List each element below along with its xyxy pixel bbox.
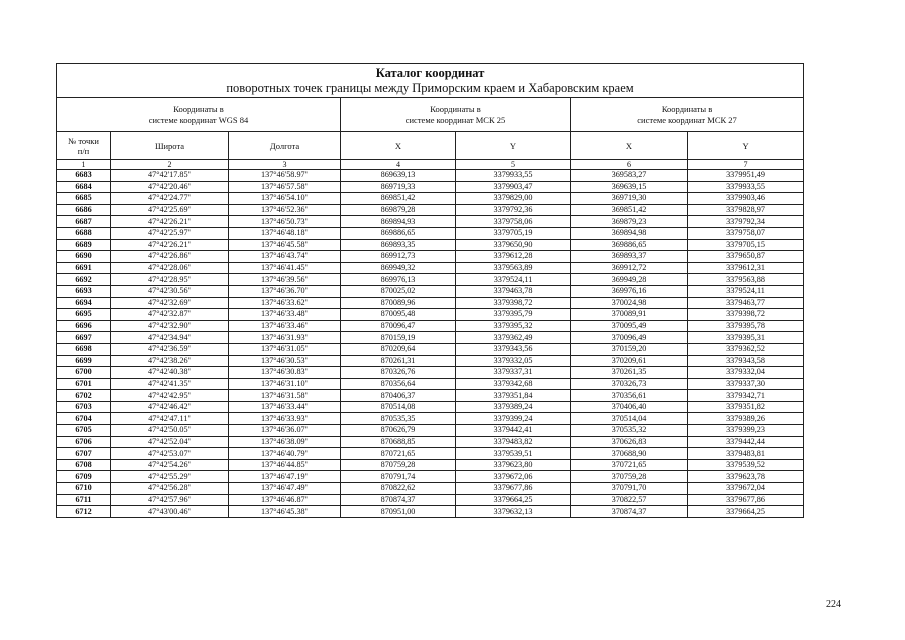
cell-latitude: 47°42'26.86" [111, 251, 229, 263]
column-header-longitude: Долгота [229, 132, 341, 160]
cell-x-msk25: 869894,93 [341, 216, 456, 228]
cell-y-msk25: 3379389,24 [456, 401, 571, 413]
table-row [57, 193, 804, 205]
cell-x-msk27: 370209,61 [571, 355, 688, 367]
cell-x-msk25: 870822,62 [341, 483, 456, 495]
cell-longitude: 137°46'45.58" [229, 239, 341, 251]
cell-latitude: 47°42'25.97" [111, 227, 229, 239]
cell-longitude: 137°46'46.87" [229, 494, 341, 506]
cell-longitude: 137°46'33.48" [229, 309, 341, 321]
cell-y-msk27: 3379343,58 [688, 355, 804, 367]
cell-point-id: 6688 [57, 227, 111, 239]
cell-latitude: 47°42'55.29" [111, 471, 229, 483]
cell-y-msk25: 3379829,00 [456, 193, 571, 205]
column-number: 4 [341, 160, 456, 170]
cell-latitude: 47°42'28.06" [111, 262, 229, 274]
table-row [57, 239, 804, 251]
cell-x-msk25: 870951,00 [341, 506, 456, 518]
cell-x-msk25: 870096,47 [341, 320, 456, 332]
cell-longitude: 137°46'36.70" [229, 285, 341, 297]
table-row [57, 170, 804, 182]
cell-latitude: 47°42'41.35" [111, 378, 229, 390]
cell-x-msk27: 370721,65 [571, 459, 688, 471]
column-header-latitude: Широта [111, 132, 229, 160]
table-row [57, 471, 804, 483]
cell-y-msk27: 3379951,49 [688, 170, 804, 182]
cell-y-msk27: 3379705,15 [688, 239, 804, 251]
cell-latitude: 47°42'54.26" [111, 459, 229, 471]
cell-latitude: 47°42'17.85" [111, 170, 229, 182]
cell-x-msk25: 869851,42 [341, 193, 456, 205]
cell-y-msk25: 3379395,32 [456, 320, 571, 332]
cell-longitude: 137°46'33.46" [229, 320, 341, 332]
cell-point-id: 6690 [57, 251, 111, 263]
cell-point-id: 6684 [57, 181, 111, 193]
cell-y-msk27: 3379903,46 [688, 193, 804, 205]
cell-y-msk25: 3379612,28 [456, 251, 571, 263]
cell-y-msk25: 3379463,78 [456, 285, 571, 297]
cell-y-msk25: 3379442,41 [456, 425, 571, 437]
table-row [57, 332, 804, 344]
cell-y-msk25: 3379632,13 [456, 506, 571, 518]
cell-longitude: 137°46'47.19" [229, 471, 341, 483]
cell-x-msk25: 870721,65 [341, 448, 456, 460]
table-row [57, 448, 804, 460]
cell-y-msk27: 3379463,77 [688, 297, 804, 309]
cell-latitude: 47°42'34.94" [111, 332, 229, 344]
cell-x-msk27: 369719,30 [571, 193, 688, 205]
cell-latitude: 47°43'00.46" [111, 506, 229, 518]
column-number: 1 [57, 160, 111, 170]
cell-y-msk27: 3379524,11 [688, 285, 804, 297]
cell-point-id: 6701 [57, 378, 111, 390]
cell-x-msk27: 369639,15 [571, 181, 688, 193]
cell-point-id: 6699 [57, 355, 111, 367]
cell-longitude: 137°46'58.97" [229, 170, 341, 182]
cell-longitude: 137°46'38.09" [229, 436, 341, 448]
cell-latitude: 47°42'32.90" [111, 320, 229, 332]
cell-y-msk25: 3379483,82 [456, 436, 571, 448]
cell-x-msk25: 870025,02 [341, 285, 456, 297]
column-header-point: № точки п/п [57, 132, 111, 160]
cell-x-msk27: 370406,40 [571, 401, 688, 413]
cell-point-id: 6708 [57, 459, 111, 471]
cell-point-id: 6687 [57, 216, 111, 228]
catalog-title-cell [57, 64, 804, 98]
cell-point-id: 6694 [57, 297, 111, 309]
cell-x-msk25: 870356,64 [341, 378, 456, 390]
cell-point-id: 6685 [57, 193, 111, 205]
cell-y-msk27: 3379563,88 [688, 274, 804, 286]
cell-y-msk27: 3379398,72 [688, 309, 804, 321]
cell-longitude: 137°46'31.10" [229, 378, 341, 390]
cell-x-msk25: 870159,19 [341, 332, 456, 344]
cell-y-msk27: 3379792,34 [688, 216, 804, 228]
cell-longitude: 137°46'30.53" [229, 355, 341, 367]
cell-x-msk25: 870759,28 [341, 459, 456, 471]
cell-x-msk27: 370791,70 [571, 483, 688, 495]
cell-x-msk27: 370874,37 [571, 506, 688, 518]
cell-point-id: 6689 [57, 239, 111, 251]
catalog-subtitle: поворотных точек границы между Приморским краем и Хабаровским краем [226, 80, 634, 95]
table-row [57, 216, 804, 228]
cell-y-msk25: 3379342,68 [456, 378, 571, 390]
cell-y-msk25: 3379398,72 [456, 297, 571, 309]
cell-x-msk25: 869879,28 [341, 204, 456, 216]
cell-longitude: 137°46'39.56" [229, 274, 341, 286]
cell-x-msk25: 869912,73 [341, 251, 456, 263]
cell-x-msk25: 870406,37 [341, 390, 456, 402]
cell-y-msk27: 3379332,04 [688, 367, 804, 379]
cell-y-msk27: 3379399,23 [688, 425, 804, 437]
cell-y-msk27: 3379483,81 [688, 448, 804, 460]
cell-x-msk27: 370089,91 [571, 309, 688, 321]
cell-x-msk27: 370535,32 [571, 425, 688, 437]
column-number: 5 [456, 160, 571, 170]
coordinate-rows [57, 170, 804, 518]
cell-y-msk25: 3379677,86 [456, 483, 571, 495]
cell-latitude: 47°42'20.46" [111, 181, 229, 193]
cell-longitude: 137°46'48.18" [229, 227, 341, 239]
cell-latitude: 47°42'24.77" [111, 193, 229, 205]
cell-y-msk27: 3379539,52 [688, 459, 804, 471]
cell-point-id: 6691 [57, 262, 111, 274]
cell-x-msk27: 370261,35 [571, 367, 688, 379]
cell-point-id: 6711 [57, 494, 111, 506]
cell-longitude: 137°46'33.44" [229, 401, 341, 413]
cell-x-msk27: 370514,04 [571, 413, 688, 425]
cell-longitude: 137°46'50.73" [229, 216, 341, 228]
cell-y-msk27: 3379828,97 [688, 204, 804, 216]
cell-x-msk25: 869639,13 [341, 170, 456, 182]
table-row [57, 413, 804, 425]
table-row [57, 251, 804, 263]
cell-longitude: 137°46'30.83" [229, 367, 341, 379]
cell-longitude: 137°46'43.74" [229, 251, 341, 263]
cell-x-msk27: 370159,20 [571, 343, 688, 355]
cell-y-msk25: 3379351,84 [456, 390, 571, 402]
cell-x-msk25: 870791,74 [341, 471, 456, 483]
cell-x-msk25: 869949,32 [341, 262, 456, 274]
cell-latitude: 47°42'30.56" [111, 285, 229, 297]
cell-y-msk27: 3379612,31 [688, 262, 804, 274]
cell-y-msk25: 3379664,25 [456, 494, 571, 506]
table-row [57, 227, 804, 239]
cell-y-msk25: 3379650,90 [456, 239, 571, 251]
table-row [57, 506, 804, 518]
table-row [57, 436, 804, 448]
coordinate-catalog-table [56, 63, 804, 518]
cell-latitude: 47°42'26.21" [111, 216, 229, 228]
cell-x-msk27: 369879,23 [571, 216, 688, 228]
cell-latitude: 47°42'56.28" [111, 483, 229, 495]
table-row [57, 459, 804, 471]
cell-longitude: 137°46'41.45" [229, 262, 341, 274]
cell-point-id: 6712 [57, 506, 111, 518]
cell-point-id: 6692 [57, 274, 111, 286]
cell-latitude: 47°42'52.04" [111, 436, 229, 448]
cell-x-msk25: 870209,64 [341, 343, 456, 355]
cell-y-msk25: 3379705,19 [456, 227, 571, 239]
column-number: 6 [571, 160, 688, 170]
cell-y-msk25: 3379792,36 [456, 204, 571, 216]
cell-longitude: 137°46'36.07" [229, 425, 341, 437]
column-header-x-msk27: X [571, 132, 688, 160]
cell-x-msk27: 370626,83 [571, 436, 688, 448]
cell-x-msk27: 369851,42 [571, 204, 688, 216]
cell-latitude: 47°42'53.07" [111, 448, 229, 460]
cell-y-msk25: 3379933,55 [456, 170, 571, 182]
cell-latitude: 47°42'32.69" [111, 297, 229, 309]
cell-x-msk25: 869976,13 [341, 274, 456, 286]
table-row [57, 378, 804, 390]
cell-y-msk25: 3379672,06 [456, 471, 571, 483]
cell-longitude: 137°46'31.93" [229, 332, 341, 344]
column-header-y-msk25: Y [456, 132, 571, 160]
cell-point-id: 6693 [57, 285, 111, 297]
cell-latitude: 47°42'47.11" [111, 413, 229, 425]
cell-x-msk25: 870874,37 [341, 494, 456, 506]
cell-x-msk25: 870688,85 [341, 436, 456, 448]
cell-longitude: 137°46'31.58" [229, 390, 341, 402]
cell-longitude: 137°46'57.58" [229, 181, 341, 193]
cell-x-msk25: 870626,79 [341, 425, 456, 437]
cell-y-msk27: 3379933,55 [688, 181, 804, 193]
table-row [57, 320, 804, 332]
cell-point-id: 6703 [57, 401, 111, 413]
table-row [57, 401, 804, 413]
cell-longitude: 137°46'33.62" [229, 297, 341, 309]
cell-y-msk25: 3379563,89 [456, 262, 571, 274]
table-row [57, 297, 804, 309]
cell-x-msk27: 369976,16 [571, 285, 688, 297]
cell-y-msk27: 3379442,44 [688, 436, 804, 448]
cell-x-msk27: 370095,49 [571, 320, 688, 332]
table-row [57, 390, 804, 402]
cell-point-id: 6710 [57, 483, 111, 495]
cell-x-msk25: 869719,33 [341, 181, 456, 193]
cell-y-msk27: 3379337,30 [688, 378, 804, 390]
cell-latitude: 47°42'42.95" [111, 390, 229, 402]
cell-longitude: 137°46'47.49" [229, 483, 341, 495]
cell-longitude: 137°46'40.79" [229, 448, 341, 460]
table-row [57, 367, 804, 379]
table-row [57, 494, 804, 506]
cell-y-msk25: 3379337,31 [456, 367, 571, 379]
cell-y-msk25: 3379539,51 [456, 448, 571, 460]
cell-latitude: 47°42'50.05" [111, 425, 229, 437]
cell-x-msk25: 870089,96 [341, 297, 456, 309]
cell-y-msk25: 3379395,79 [456, 309, 571, 321]
cell-y-msk27: 3379664,25 [688, 506, 804, 518]
table-row [57, 285, 804, 297]
table-row [57, 355, 804, 367]
cell-x-msk27: 370024,98 [571, 297, 688, 309]
cell-x-msk27: 369893,37 [571, 251, 688, 263]
cell-y-msk25: 3379332,05 [456, 355, 571, 367]
cell-x-msk27: 370326,73 [571, 378, 688, 390]
cell-longitude: 137°46'52.36" [229, 204, 341, 216]
cell-y-msk25: 3379623,80 [456, 459, 571, 471]
column-header-x-msk25: X [341, 132, 456, 160]
cell-point-id: 6707 [57, 448, 111, 460]
cell-y-msk27: 3379351,82 [688, 401, 804, 413]
cell-latitude: 47°42'28.95" [111, 274, 229, 286]
cell-x-msk25: 870261,31 [341, 355, 456, 367]
cell-y-msk25: 3379758,06 [456, 216, 571, 228]
cell-point-id: 6696 [57, 320, 111, 332]
table-row [57, 274, 804, 286]
cell-latitude: 47°42'38.26" [111, 355, 229, 367]
cell-x-msk27: 370759,28 [571, 471, 688, 483]
cell-point-id: 6705 [57, 425, 111, 437]
cell-x-msk25: 869893,35 [341, 239, 456, 251]
group-header-msk25: Координаты в системе координат МСК 25 [341, 98, 571, 132]
cell-point-id: 6683 [57, 170, 111, 182]
cell-longitude: 137°46'31.05" [229, 343, 341, 355]
cell-longitude: 137°46'45.38" [229, 506, 341, 518]
cell-y-msk27: 3379672,04 [688, 483, 804, 495]
cell-longitude: 137°46'33.93" [229, 413, 341, 425]
cell-point-id: 6702 [57, 390, 111, 402]
cell-y-msk25: 3379399,24 [456, 413, 571, 425]
cell-x-msk27: 369912,72 [571, 262, 688, 274]
cell-point-id: 6709 [57, 471, 111, 483]
cell-x-msk25: 870514,08 [341, 401, 456, 413]
table-row [57, 262, 804, 274]
table-row [57, 204, 804, 216]
group-header-msk27: Координаты в системе координат МСК 27 [571, 98, 804, 132]
cell-y-msk27: 3379362,52 [688, 343, 804, 355]
table-row [57, 425, 804, 437]
cell-latitude: 47°42'57.96" [111, 494, 229, 506]
cell-y-msk25: 3379524,11 [456, 274, 571, 286]
cell-point-id: 6697 [57, 332, 111, 344]
table-row [57, 181, 804, 193]
cell-point-id: 6704 [57, 413, 111, 425]
cell-x-msk27: 370356,61 [571, 390, 688, 402]
cell-x-msk27: 370688,90 [571, 448, 688, 460]
table-row [57, 483, 804, 495]
cell-latitude: 47°42'26.21" [111, 239, 229, 251]
cell-x-msk27: 369886,65 [571, 239, 688, 251]
cell-x-msk27: 369949,28 [571, 274, 688, 286]
cell-x-msk27: 369894,98 [571, 227, 688, 239]
cell-x-msk25: 870535,35 [341, 413, 456, 425]
column-number: 3 [229, 160, 341, 170]
cell-y-msk27: 3379677,86 [688, 494, 804, 506]
cell-longitude: 137°46'44.85" [229, 459, 341, 471]
cell-y-msk25: 3379343,56 [456, 343, 571, 355]
cell-y-msk27: 3379758,07 [688, 227, 804, 239]
column-header-y-msk27: Y [688, 132, 804, 160]
cell-point-id: 6706 [57, 436, 111, 448]
cell-y-msk25: 3379903,47 [456, 181, 571, 193]
group-header-wgs84: Координаты в системе координат WGS 84 [57, 98, 341, 132]
cell-x-msk27: 370096,49 [571, 332, 688, 344]
cell-latitude: 47°42'32.87" [111, 309, 229, 321]
cell-x-msk25: 869886,65 [341, 227, 456, 239]
cell-point-id: 6695 [57, 309, 111, 321]
cell-y-msk25: 3379362,49 [456, 332, 571, 344]
page-number: 224 [826, 599, 841, 610]
cell-latitude: 47°42'40.38" [111, 367, 229, 379]
column-number: 7 [688, 160, 804, 170]
cell-x-msk25: 870326,76 [341, 367, 456, 379]
cell-point-id: 6698 [57, 343, 111, 355]
cell-y-msk27: 3379623,78 [688, 471, 804, 483]
cell-latitude: 47°42'25.69" [111, 204, 229, 216]
table-row [57, 343, 804, 355]
cell-x-msk27: 370822,57 [571, 494, 688, 506]
table-row [57, 309, 804, 321]
cell-latitude: 47°42'36.59" [111, 343, 229, 355]
column-number: 2 [111, 160, 229, 170]
catalog-title: Каталог координат [375, 65, 485, 80]
cell-y-msk27: 3379395,31 [688, 332, 804, 344]
cell-longitude: 137°46'54.10" [229, 193, 341, 205]
coordinate-catalog-sheet [56, 63, 803, 518]
cell-y-msk27: 3379342,71 [688, 390, 804, 402]
cell-x-msk27: 369583,27 [571, 170, 688, 182]
cell-y-msk27: 3379389,26 [688, 413, 804, 425]
cell-y-msk27: 3379650,87 [688, 251, 804, 263]
cell-point-id: 6700 [57, 367, 111, 379]
cell-latitude: 47°42'46.42" [111, 401, 229, 413]
cell-point-id: 6686 [57, 204, 111, 216]
cell-x-msk25: 870095,48 [341, 309, 456, 321]
cell-y-msk27: 3379395,78 [688, 320, 804, 332]
